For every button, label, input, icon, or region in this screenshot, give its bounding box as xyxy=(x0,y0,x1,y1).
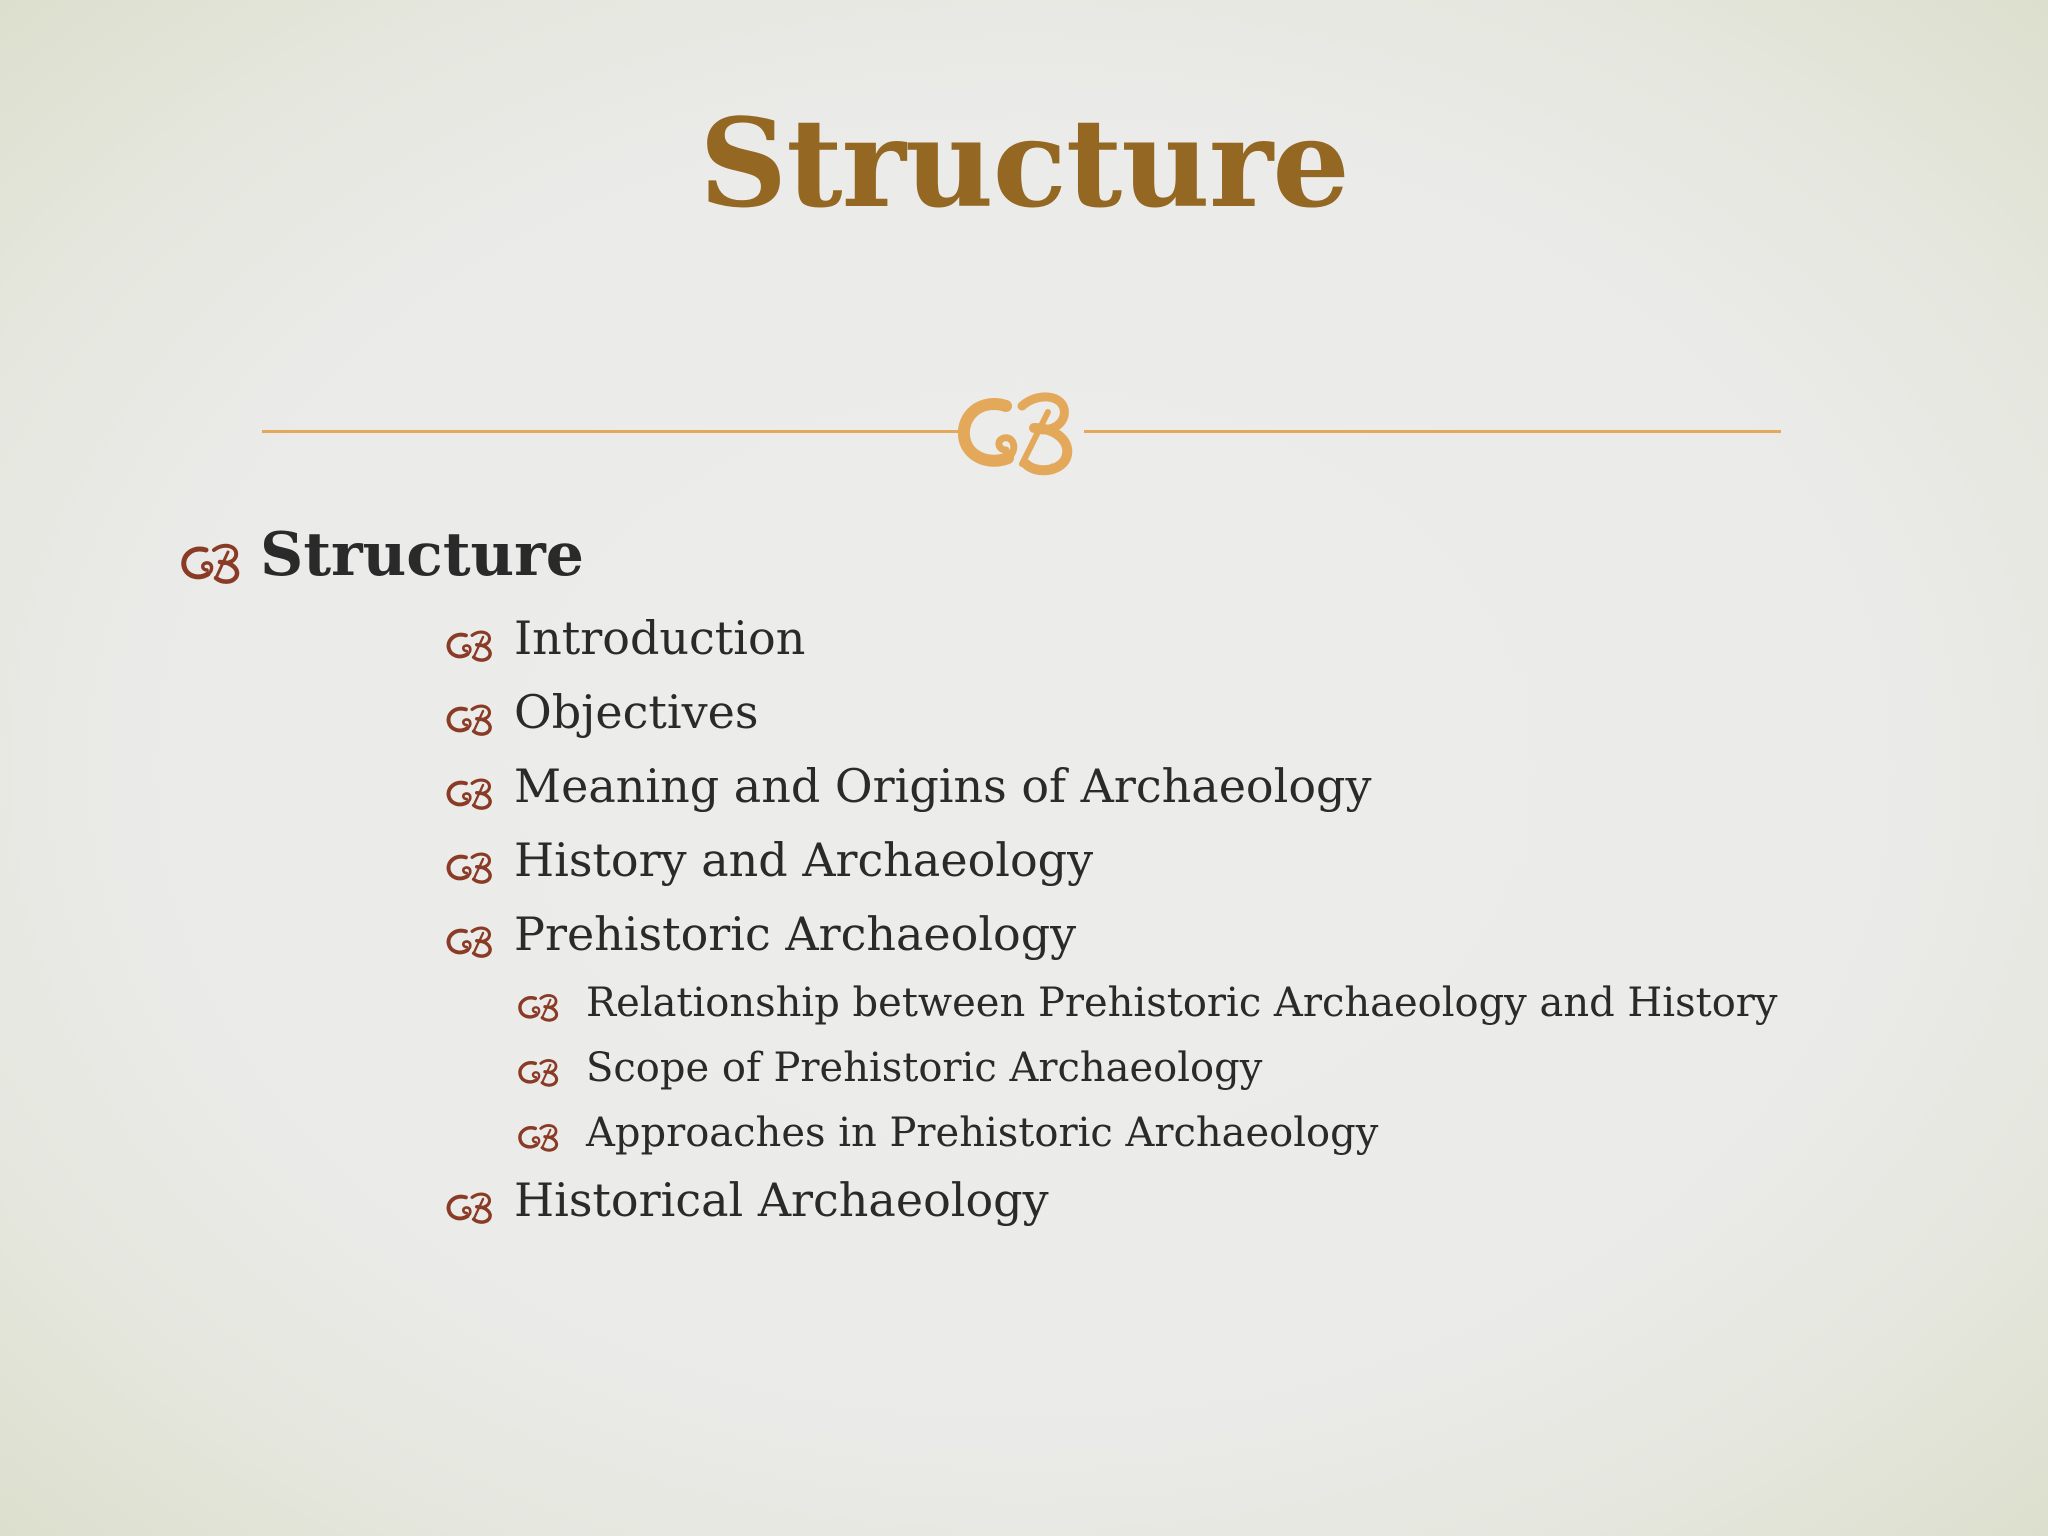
curl-bullet-icon xyxy=(444,774,494,810)
outline-heading: Structure xyxy=(260,520,584,590)
outline-item-history-archaeology: History and Archaeology xyxy=(514,833,1094,887)
curl-bullet-icon xyxy=(516,990,560,1022)
fleuron-divider-icon xyxy=(948,380,1098,480)
outline-item-objectives: Objectives xyxy=(514,685,759,739)
outline-item-historical: Historical Archaeology xyxy=(514,1173,1049,1227)
curl-bullet-icon xyxy=(444,1188,494,1224)
curl-bullet-icon xyxy=(444,626,494,662)
outline-subitem-approaches: Approaches in Prehistoric Archaeology xyxy=(586,1110,1379,1156)
divider-line-left xyxy=(262,430,962,433)
divider-line-right xyxy=(1084,430,1781,433)
curl-bullet-icon xyxy=(444,848,494,884)
slide-title: Structure xyxy=(699,91,1349,235)
outline-subitem-relationship: Relationship between Prehistoric Archaeology and History xyxy=(586,980,1778,1026)
curl-bullet-icon xyxy=(178,538,242,584)
curl-bullet-icon xyxy=(444,922,494,958)
curl-bullet-icon xyxy=(444,700,494,736)
outline-subitem-scope: Scope of Prehistoric Archaeology xyxy=(586,1045,1263,1091)
curl-bullet-icon xyxy=(516,1055,560,1087)
outline-item-meaning-origins: Meaning and Origins of Archaeology xyxy=(514,759,1372,813)
outline-item-prehistoric: Prehistoric Archaeology xyxy=(514,907,1077,961)
outline-item-introduction: Introduction xyxy=(514,611,806,665)
curl-bullet-icon xyxy=(516,1120,560,1152)
